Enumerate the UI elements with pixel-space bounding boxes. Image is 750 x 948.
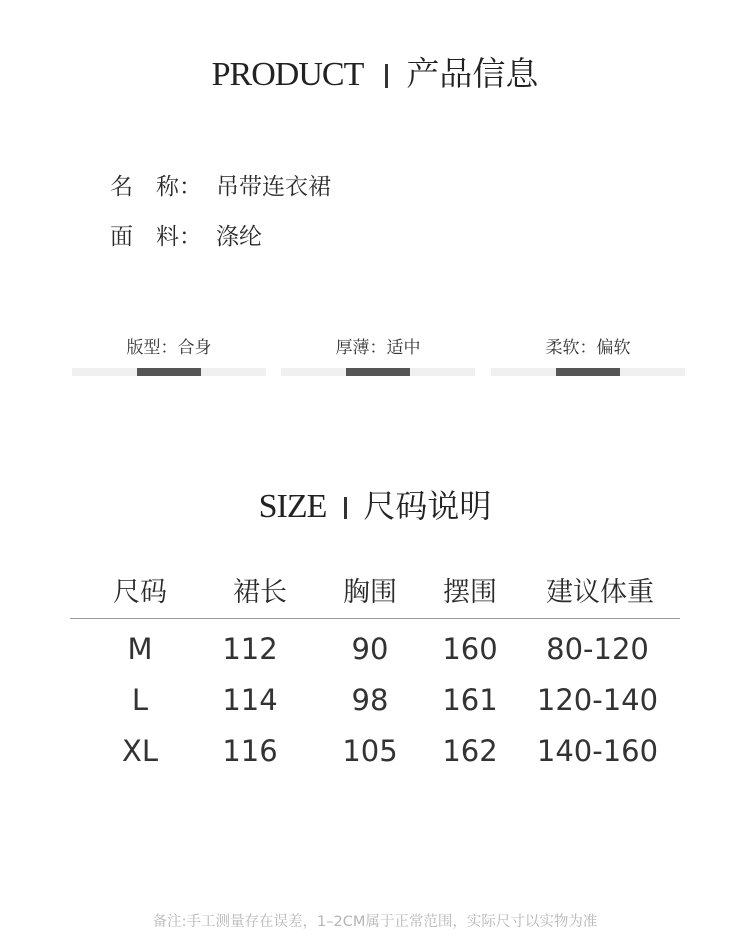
info-value-name: 吊带连衣裙 — [216, 174, 331, 200]
product-heading — [0, 48, 750, 95]
attribute-thickness-indicator — [346, 368, 410, 376]
heading-divider — [344, 497, 347, 519]
heading-divider — [385, 64, 388, 88]
table-cell: 140-160 — [536, 734, 659, 768]
table-header: 摆围 — [443, 577, 497, 608]
info-row-name — [110, 168, 331, 201]
table-cell: 114 — [222, 683, 278, 717]
table-cell: 90 — [351, 632, 389, 666]
table-cell: 105 — [342, 734, 398, 768]
table-cell: 161 — [442, 683, 498, 717]
table-divider — [70, 618, 680, 619]
product-heading-en: PRODUCT — [211, 56, 364, 93]
table-cell: XL — [121, 734, 159, 768]
attribute-softness-label: 柔软：偏软 — [545, 338, 631, 358]
attribute-thickness-label: 厚薄：适中 — [335, 338, 421, 358]
size-heading-zh: 尺码说明 — [363, 487, 492, 525]
size-heading-en: SIZE — [258, 488, 327, 525]
attribute-fit-indicator — [137, 368, 201, 376]
attribute-softness — [491, 333, 685, 359]
footnote: 备注:手工测量存在误差，1–2CM属于正常范围，实际尺寸以实物为准 — [152, 914, 598, 930]
attribute-thickness — [281, 333, 475, 359]
table-header: 裙长 — [233, 577, 287, 608]
product-heading-zh: 产品信息 — [406, 54, 539, 93]
table-cell: L — [131, 683, 149, 717]
table-cell: 162 — [442, 734, 498, 768]
info-label-fabric: 面 料： — [110, 224, 202, 250]
info-label-name: 名 称： — [110, 174, 202, 200]
table-header: 胸围 — [343, 577, 397, 608]
info-value-fabric: 涤纶 — [216, 224, 262, 250]
table-cell: 116 — [222, 734, 278, 768]
size-heading — [0, 481, 750, 527]
table-header: 建议体重 — [546, 577, 654, 608]
attribute-fit-label: 版型：合身 — [126, 338, 212, 358]
table-cell: 80-120 — [546, 632, 649, 666]
table-header: 尺码 — [113, 577, 167, 608]
attribute-fit — [72, 333, 266, 359]
table-cell: 112 — [222, 632, 278, 666]
table-cell: 160 — [442, 632, 498, 666]
table-cell: M — [127, 632, 153, 666]
info-row-fabric — [110, 218, 262, 251]
table-cell: 98 — [351, 683, 389, 717]
table-cell: 120-140 — [536, 683, 659, 717]
attribute-softness-indicator — [556, 368, 620, 376]
